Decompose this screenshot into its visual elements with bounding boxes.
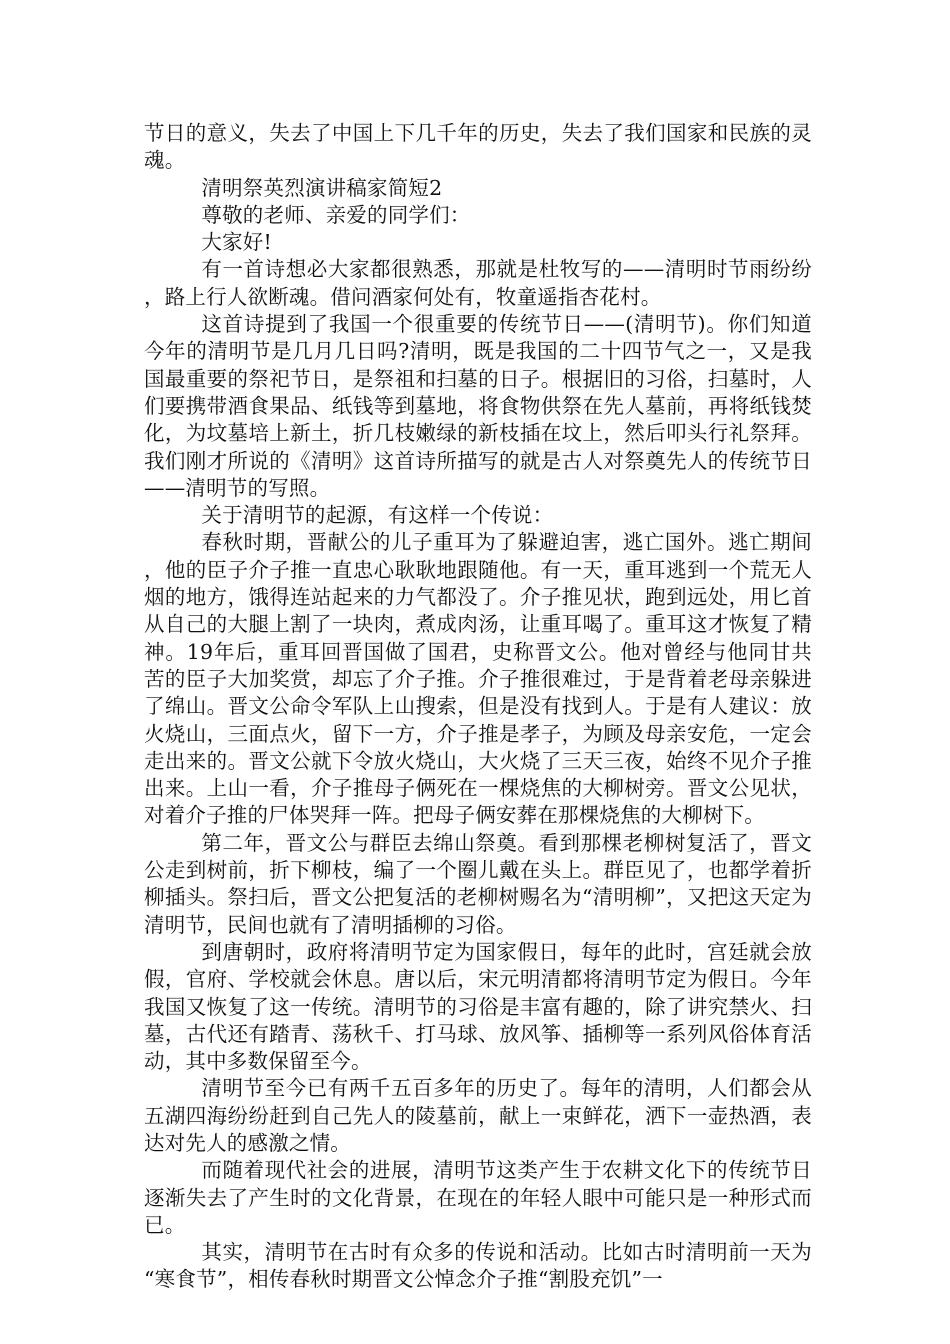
paragraph-legend: 春秋时期，晋献公的儿子重耳为了躲避迫害，逃亡国外。逃亡期间，他的臣子介子推一直忠心耿耿地跟随他。有一天，重耳逃到一个荒无人烟的地方，饿得连站起来的力气都没了。介子推见状，跑到远处，用匕首从自己的大腿上割了一块肉，煮成肉汤，让重耳喝了。重耳这才恢复了精神。19年后，重耳回晋国做了国君，史称晋文公。他对曾经与他同甘共苦的臣子大加奖赏，却忘了介子推。介子推很难过，于是背着老母亲躲进了绵山。晋文公命令军队上山搜索，但是没有找到人。于是有人建议：放火烧山，三面点火，留下一方，介子推是孝子，为顾及母亲安危，一定会走出来的。晋文公就下令放火烧山，大火烧了三天三夜，始终不见介子推出来。上山一看，介子推母子俩死在一棵烧焦的大柳树旁。晋文公见状，对着介子推的尸体哭拜一阵。把母子俩安葬在那棵烧焦的大柳树下。 xyxy=(144,530,812,828)
paragraph-1: 节日的意义，失去了中国上下几千年的历史，失去了我们国家和民族的灵魂。 xyxy=(144,121,812,173)
paragraph-history: 清明节至今已有两千五百多年的历史了。每年的清明，人们都会从五湖四海纷纷赶到自己先人的陵墓前，献上一束鲜花，洒下一壶热酒，表达对先人的感激之情。 xyxy=(144,1076,812,1155)
section-title: 清明祭英烈演讲稿家简短2 xyxy=(201,175,443,200)
paragraph-poem: 有一首诗想必大家都很熟悉，那就是杜牧写的——清明时节雨纷纷，路上行人欲断魂。借问酒家何处有，牧童遥指杏花村。 xyxy=(144,257,812,309)
paragraph-qingming-intro: 这首诗提到了我国一个很重要的传统节日——(清明节)。你们知道今年的清明节是几月几日吗?清明，既是我国的二十四节气之一，又是我国最重要的祭祀节日，是祭祖和扫墓的日子。根据旧的习俗，扫墓时，人们要携带酒食果品、纸钱等到墓地，将食物供祭在先人墓前，再将纸钱焚化，为坟墓培上新土，折几枝嫩绿的新枝插在坟上，然后叩头行礼祭拜。我们刚才所说的《清明》这首诗所描写的就是古人对祭奠先人的传统节日——清明节的写照。 xyxy=(144,312,812,500)
document-page xyxy=(144,120,812,1294)
greeting: 大家好! xyxy=(201,230,272,255)
salutation: 尊敬的老师、亲爱的同学们： xyxy=(201,202,471,227)
paragraph-tang-dynasty: 到唐朝时，政府将清明节定为国家假日，每年的此时，宫廷就会放假，官府、学校就会休息。唐以后，宋元明清都将清明节定为假日。今年我国又恢复了这一传统。清明节的习俗是丰富有趣的，除了讲究禁火、扫墓，古代还有踏青、荡秋千、打马球、放风筝、插柳等一系列风俗体育活动，其中多数保留至今。 xyxy=(144,939,812,1074)
paragraph-origin-intro: 关于清明节的起源，有这样一个传说： xyxy=(201,503,554,528)
paragraph-modern: 而随着现代社会的进展，清明节这类产生于农耕文化下的传统节日逐渐失去了产生时的文化背景，在现在的年轻人眼中可能只是一种形式而已。 xyxy=(144,1158,812,1237)
paragraph-willow: 第二年，晋文公与群臣去绵山祭奠。看到那棵老柳树复活了，晋文公走到树前，折下柳枝，编了一个圈儿戴在头上。群臣见了，也都学着折柳插头。祭扫后，晋文公把复活的老柳树赐名为“清明柳”，又把这天定为清明节，民间也就有了清明插柳的习俗。 xyxy=(144,830,812,937)
paragraph-cold-food: 其实，清明节在古时有众多的传说和活动。比如古时清明前一天为“寒食节”，相传春秋时期晋文公悼念介子推“割股充饥”一 xyxy=(144,1240,812,1292)
